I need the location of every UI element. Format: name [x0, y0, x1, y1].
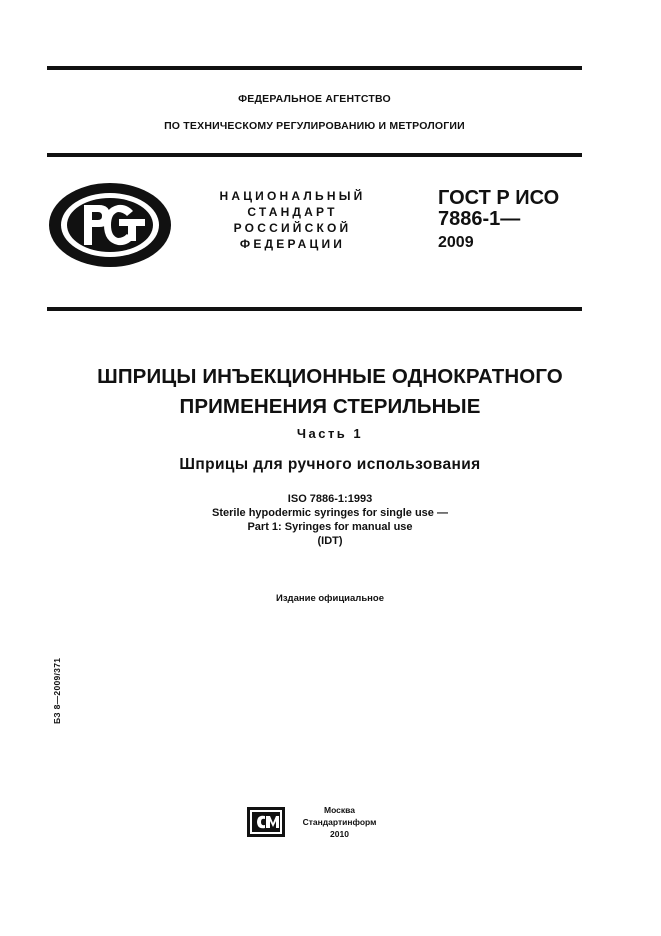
header-rule [47, 153, 582, 157]
standartinform-logo-icon [246, 806, 286, 838]
national-line-1: НАЦИОНАЛЬНЫЙ [219, 189, 366, 203]
top-rule [47, 66, 582, 70]
agency-line-1: ФЕДЕРАЛЬНОЕ АГЕНТСТВО [238, 93, 391, 105]
publisher-info [292, 804, 387, 840]
designation-line-2: 7886-1— [438, 208, 521, 230]
designation-line-1: ГОСТ Р ИСО [438, 187, 560, 209]
national-standard-label [200, 188, 385, 252]
part-label: Часть 1 [296, 426, 364, 441]
document-subtitle: Шприцы для ручного использования [179, 456, 481, 473]
document-title-line-2: ПРИМЕНЕНИЯ СТЕРИЛЬНЫЕ [179, 395, 481, 418]
document-title-line-1: ШПРИЦЫ ИНЪЕКЦИОННЫЕ ОДНОКРАТНОГО [97, 365, 563, 388]
publisher-year: 2010 [330, 829, 349, 839]
national-line-2: СТАНДАРТ [247, 205, 338, 219]
side-note: БЗ 8—2009/371 [52, 657, 62, 724]
agency-line-2: ПО ТЕХНИЧЕСКОМУ РЕГУЛИРОВАНИЮ И МЕТРОЛОГИИ [164, 120, 465, 132]
iso-reference-line-1: ISO 7886-1:1993 [287, 493, 373, 505]
standard-designation [438, 188, 598, 252]
rst-logo-icon [47, 181, 173, 269]
designation-year: 2009 [438, 234, 474, 251]
national-line-3: РОССИЙСКОЙ [233, 221, 352, 235]
iso-reference-line-3: Part 1: Syringes for manual use [247, 521, 413, 533]
iso-reference-line-2: Sterile hypodermic syringes for single use — [212, 507, 448, 519]
edition-label: Издание официальное [276, 593, 384, 604]
publisher-name: Стандартинформ [302, 817, 377, 827]
publisher-city: Москва [324, 805, 355, 815]
national-line-4: ФЕДЕРАЦИИ [239, 237, 346, 251]
iso-reference [30, 492, 630, 548]
standard-block-rule [47, 307, 582, 311]
iso-reference-line-4: (IDT) [317, 535, 343, 547]
